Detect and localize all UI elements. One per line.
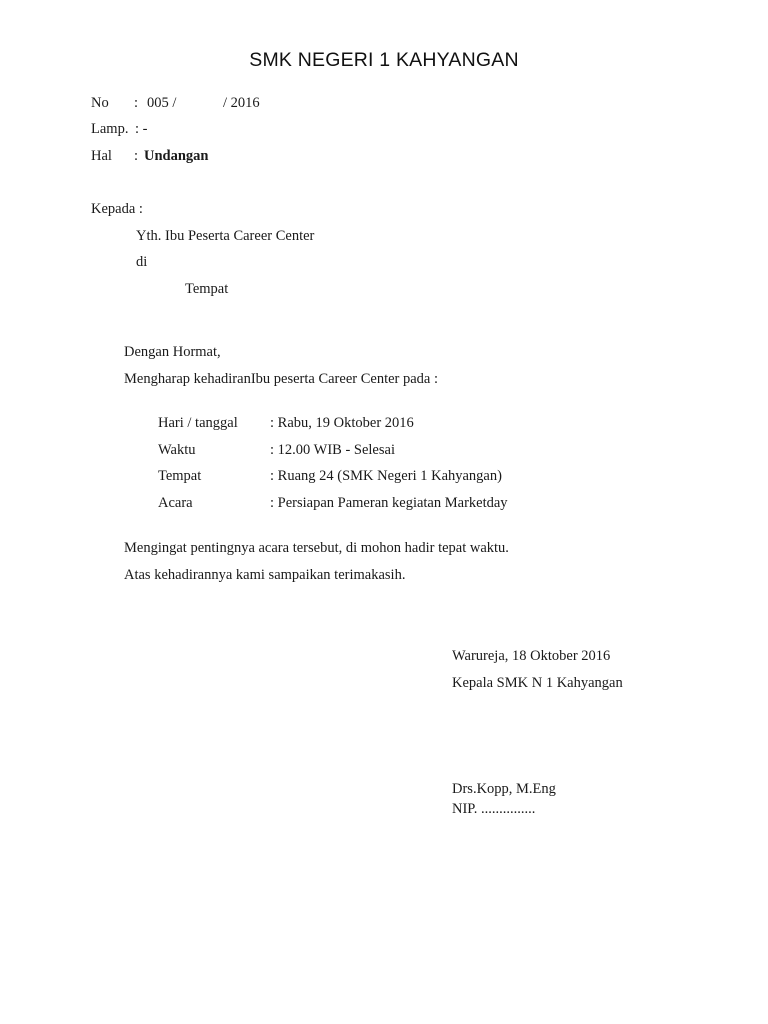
detail-value: : Rabu, 19 Oktober 2016 — [270, 415, 414, 431]
detail-label: Acara — [158, 495, 193, 511]
detail-value: : 12.00 WIB - Selesai — [270, 442, 395, 458]
place-date: Warureja, 18 Oktober 2016 — [452, 648, 611, 664]
no-label: No — [91, 95, 109, 111]
signer-nip: NIP. ............... — [452, 801, 536, 817]
hal-value: Undangan — [144, 148, 209, 164]
detail-value: : Ruang 24 (SMK Negeri 1 Kahyangan) — [270, 468, 502, 484]
no-separator: : — [134, 95, 139, 111]
detail-label: Hari / tanggal — [158, 415, 238, 431]
lamp-value: : - — [135, 121, 148, 137]
intro-text: Mengharap kehadiranIbu peserta Career Center pada : — [124, 371, 439, 387]
recipient-name: Yth. Ibu Peserta Career Center — [136, 228, 315, 244]
closing-line-2: Atas kehadirannya kami sampaikan terimakasih. — [124, 567, 406, 583]
letter-title: SMK NEGERI 1 KAHYANGAN — [249, 49, 519, 71]
detail-value: : Persiapan Pameran kegiatan Marketday — [270, 495, 508, 511]
signer-position: Kepala SMK N 1 Kahyangan — [452, 675, 623, 691]
detail-label: Tempat — [158, 468, 202, 484]
kepada-label: Kepada : — [91, 201, 143, 217]
hal-separator: : — [134, 148, 139, 164]
lamp-label: Lamp. — [91, 121, 129, 137]
hal-label: Hal — [91, 148, 112, 164]
greeting: Dengan Hormat, — [124, 344, 221, 360]
no-year: / 2016 — [223, 95, 260, 111]
signer-name: Drs.Kopp, M.Eng — [452, 781, 556, 797]
recipient-di: di — [136, 254, 148, 270]
no-number: 005 / — [147, 95, 177, 111]
closing-line-1: Mengingat pentingnya acara tersebut, di mohon hadir tepat waktu. — [124, 540, 509, 556]
detail-label: Waktu — [158, 442, 196, 458]
recipient-place: Tempat — [185, 281, 229, 297]
